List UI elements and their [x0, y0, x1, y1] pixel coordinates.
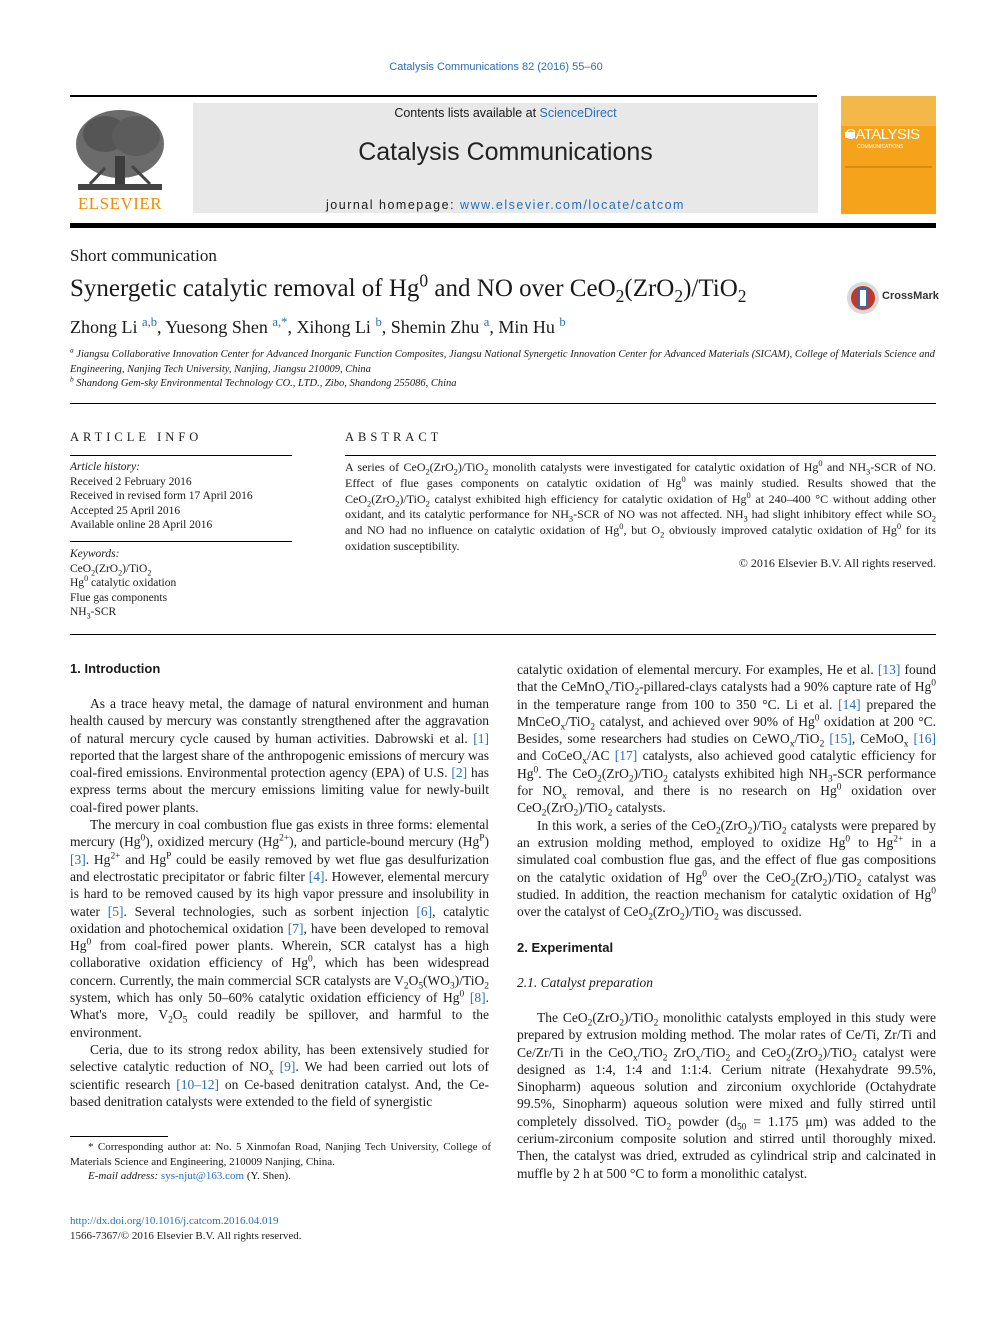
citation-link[interactable]: [16]: [913, 731, 937, 747]
intro-left-column: [70, 695, 489, 1110]
history-label: Article history:: [70, 461, 140, 473]
divider: [70, 541, 292, 542]
citation-link[interactable]: [14]: [838, 696, 861, 712]
article-history: [70, 460, 292, 533]
citation-link[interactable]: [2]: [451, 765, 468, 781]
citation-link[interactable]: [3]: [70, 851, 86, 867]
preparation-text: [517, 1009, 936, 1182]
footnote-rule: [70, 1136, 168, 1137]
email-suffix: (Y. Shen).: [244, 1170, 291, 1182]
affil-ref[interactable]: b: [559, 315, 566, 329]
article-type: Short communication: [70, 246, 217, 265]
keyword: Flue gas components: [70, 591, 168, 604]
author[interactable]: Yuesong Shen: [165, 317, 268, 337]
author[interactable]: Xihong Li: [296, 317, 371, 337]
abstract-text: A series of CeO$_2$(ZrO$_2$)/TiO$_2$ monolith catalysts were investigated for catalytic oxidation of Hg$^0$ and $NH_3$-SCR of NO. Effect of flue gases components on catalytic oxidation of Hg$^0$ was mainly studied. Results showed that the CeO$_2$(ZrO$_2$)/TiO$_2$ catalyst exhibited high efficiency for catalytic oxidation of Hg$^0$ at 240–400 °C without adding other oxidant, and its catalytic performance for $NH_3$-SCR of NO was not affected. $NH_3$ had slight inhibitory effect while $SO_2$ and NO had no influence on catalytic oxidation of Hg$^0$, but $O_2$ obviously improved catalytic oxidation of Hg$^0$ for its oxidation susceptibility.: [345, 459, 936, 553]
author-list: Zhong Li $^{a,b}$, Yuesong Shen $^{a,*}$, Xihong Li $^b$, Shemin Zhu $^a$, Min Hu $^b$: [70, 315, 566, 337]
journal-cover-icon: [841, 96, 936, 214]
corresponding-mark[interactable]: *: [281, 315, 288, 329]
doi-link[interactable]: http://dx.doi.org/10.1016/j.catcom.2016.04.019: [70, 1215, 279, 1227]
author[interactable]: Shemin Zhu: [390, 317, 480, 337]
divider: [70, 634, 936, 635]
journal-cover[interactable]: [841, 96, 936, 214]
crossmark-badge[interactable]: [846, 280, 941, 316]
journal-homepage: [193, 198, 818, 212]
cover-subtitle: COMMUNICATIONS: [857, 144, 904, 150]
paragraph: The CeO$_2$(ZrO$_2$)/TiO$_2$ monolithic catalysts employed in this study were prepared by extrusion molding method. The molar rates of Ce/Ti, Zr/Ti and Ce/Zr/Ti in the CeO$_x$/TiO$_2$ ZrO$_x$/TiO$_2$ and CeO$_2$(ZrO$_2$)/TiO$_2$ catalyst were designed as 1:4, 1:4 and 1:1:4. Cerium nitrate (Hexahydrate 99.5%, Sinopharm) aqueous solution and zirconium oxychloride (Octahydrate 99.5%, Sinopharm) aqueous solution were mixed and fully stirred until completely dissolved. TiO$_2$ powder ($d_{50} = 1.175$ μm) was added to the cerium-zirconium composite solution and stirred until thoroughly mixed. Then, the catalyst was dried, extruded as cylindrical strip and calcinated in muffle by 2 h at 500 °C to form a monolithic catalyst.: [517, 1010, 936, 1181]
paragraph: As a trace heavy metal, the damage of natural environment and human health caused by mercury was constantly strengthened after the aggravation of natural mercury cycle caused by human activities. Dabrowski et al. [1] reported that the largest share of the anthropogenic emissions of mercury was coal-fired emissions. Environmental protection agency (EPA) of U.S. [2] has express terms about the mercury emissions limiting value for newly-built coal-fired power plants.: [70, 696, 489, 815]
affiliation-a: $^a$ Jiangsu Collaborative Innovation Center for Advanced Inorganic Function Composites, Jiangsu National Synergetic Innovation Center for Advanced Materials (SICAM), College of Materials Science and Engineering, Nanjing Tech University, Nanjing, Jiangsu 210009, China: [70, 345, 935, 375]
contents-line: [193, 106, 818, 120]
subsection-heading-preparation: 2.1. Catalyst preparation: [517, 975, 654, 990]
header-bottom-rule: [70, 223, 936, 228]
crossmark-label: CrossMark: [882, 290, 939, 302]
paragraph: The mercury in coal combustion flue gas exists in three forms: elemental mercury (Hg$^0$), oxidized mercury $(Hg^{2+})$, and particle-bound mercury $(Hg^P)$ [3]. $Hg^{2+}$ and $Hg^P$ could be easily removed by wet flue gas desulfurization and electrostatic precipitator or fabric filter [4]. However, elemental mercury is hard to be removed caused by its high vapor pressure and insolubility in water [5]. Several technologies, such as sorbent injection [6], catalytic oxidation and photochemical oxidation [7], have been developed to removal Hg$^0$ from coal-fired power plants. Wherein, SCR catalyst has a high collaborative oxidation efficiency of Hg$^0$, which has been widespread concern. Currently, the main commercial SCR catalysts are $V_2O_5(WO_3)/TiO_2$ system, which has only 50–60% catalytic oxidation efficiency of Hg$^0$ [8]. What's more, $V_2O_5$ could readily be spillover, and harmful to the environment.: [70, 817, 490, 1040]
affil-ref[interactable]: b: [375, 315, 382, 329]
keywords: [70, 547, 292, 620]
email-footnote: [70, 1169, 491, 1184]
keyword: $NH_3$-SCR: [70, 606, 117, 621]
keyword: CeO$_2$(ZrO$_2$)/TiO$_2$: [70, 562, 152, 577]
paragraph: In this work, a series of the CeO$_2$(ZrO$_2$)/TiO$_2$ catalysts were prepared by an extrusion molding method, employed to oxidize Hg$^0$ to $Hg^{2+}$ in a simulated coal combustion flue gas, and the effect of flue gas compositions on the catalytic oxidation of Hg$^0$ over the CeO$_2$(ZrO$_2$)/TiO$_2$ catalyst was studied. In addition, the reaction mechanism for catalytic oxidation of Hg$^0$ over the catalyst of CeO$_2$(ZrO$_2$)/TiO$_2$ was discussed.: [517, 817, 937, 923]
accepted-date: Accepted 25 April 2016: [70, 504, 181, 517]
sciencedirect-link[interactable]: ScienceDirect: [539, 106, 617, 120]
affil-ref[interactable]: a,: [272, 315, 282, 329]
author[interactable]: Min Hu: [498, 317, 555, 337]
doi-block: [70, 1214, 302, 1243]
citation-link[interactable]: [9]: [279, 1059, 296, 1075]
section-heading-intro: 1. Introduction: [70, 661, 161, 676]
journal-reference[interactable]: Catalysis Communications 82 (2016) 55–60: [389, 61, 603, 73]
header-top-rule: [70, 95, 817, 97]
divider: [345, 455, 936, 456]
affil-ref[interactable]: a,b: [142, 315, 158, 329]
contents-prefix: Contents lists available at: [394, 106, 540, 120]
citation-link[interactable]: [7]: [287, 920, 304, 936]
intro-right-column: [517, 661, 937, 923]
divider: [70, 403, 936, 404]
journal-title: Catalysis Communications: [358, 138, 653, 166]
paragraph: catalytic oxidation of elemental mercury. For examples, He et al. [13] found that the CeMnO$_x$/TiO$_2$-pillared-clays catalysts had a 90% capture rate of Hg$^0$ in the temperature range from 100 to 350 °C. Li et al. [14] prepared the MnCeO$_x$/TiO$_2$ catalyst, and achieved over 90% of Hg$^0$ oxidation at 200 °C. Besides, some researchers had studies on CeWO$_x$/TiO$_2$ [15], CeMoO$_x$ [16] and CoCeO$_x$/AC [17] catalysts, also achieved good catalytic efficiency for Hg$^0$. The CeO$_2$(ZrO$_2$)/TiO$_2$ catalysts exhibited high $NH_3$-SCR performance for $NO_x$ removal, and there is no research on Hg$^0$ oxidation over CeO$_2$(ZrO$_2$)/TiO$_2$ catalysts.: [517, 662, 937, 820]
paragraph: Ceria, due to its strong redox ability, has been extensively studied for selective catalytic reduction of $NO_x$ [9]. We had been carried out lots of scientific research [10–12] on Ce-based denitration catalyst. And, the Ce-based denitration catalysts were extended to the field of synergistic: [70, 1041, 490, 1109]
author[interactable]: Zhong Li: [70, 317, 138, 337]
online-date: Available online 28 April 2016: [70, 519, 213, 531]
citation-link[interactable]: [8]: [469, 990, 486, 1006]
homepage-prefix: journal homepage:: [326, 198, 461, 212]
citation-link[interactable]: [4]: [308, 868, 325, 884]
citation-link[interactable]: [1]: [473, 730, 489, 746]
received-date: Received 2 February 2016: [70, 475, 192, 488]
homepage-link[interactable]: www.elsevier.com/locate/catcom: [460, 198, 685, 212]
affiliations: [70, 345, 936, 392]
revised-date: Received in revised form 17 April 2016: [70, 490, 253, 502]
keyword: Hg$^0$ catalytic oxidation: [70, 574, 177, 589]
citation-link[interactable]: [15]: [829, 731, 852, 747]
article-title: Synergetic catalytic removal of Hg$^0$ and NO over CeO$_2$(ZrO$_2$)/TiO$_2$: [70, 270, 747, 306]
issn-line: 1566-7367/© 2016 Elsevier B.V. All rights reserved.: [70, 1229, 302, 1242]
elsevier-logo[interactable]: [70, 104, 170, 214]
citation-link[interactable]: [13]: [877, 662, 901, 677]
footnotes: [70, 1140, 491, 1184]
affiliation-b: $^b$ Shandong Gem-sky Environmental Technology CO., LTD., Zibo, Shandong 255086, China: [70, 374, 457, 389]
divider: [70, 455, 292, 456]
cover-title: CATALYSIS: [845, 126, 920, 143]
email-label: E-mail address:: [88, 1170, 161, 1182]
citation-link[interactable]: [6]: [416, 903, 433, 919]
keywords-label: Keywords:: [70, 548, 120, 560]
citation-link[interactable]: [10–12]: [176, 1076, 219, 1092]
corresponding-footnote: * Corresponding author at: No. 5 Xinmofan Road, Nanjing Tech University, College of Materials Science and Engineering, 210009 Nanjing, China.: [70, 1141, 491, 1168]
abstract-heading: ABSTRACT: [345, 430, 443, 444]
citation-link[interactable]: [5]: [107, 903, 124, 919]
copyright-notice: © 2016 Elsevier B.V. All rights reserved.: [738, 556, 936, 570]
crossmark-icon: [846, 281, 880, 315]
elsevier-wordmark: ELSEVIER: [77, 194, 163, 213]
citation-link[interactable]: [17]: [614, 748, 638, 764]
email-link[interactable]: sys-njut@163.com: [160, 1170, 245, 1182]
affil-ref[interactable]: a: [483, 315, 490, 329]
article-info-heading: ARTICLE INFO: [70, 430, 203, 444]
section-heading-experimental: 2. Experimental: [517, 940, 614, 955]
